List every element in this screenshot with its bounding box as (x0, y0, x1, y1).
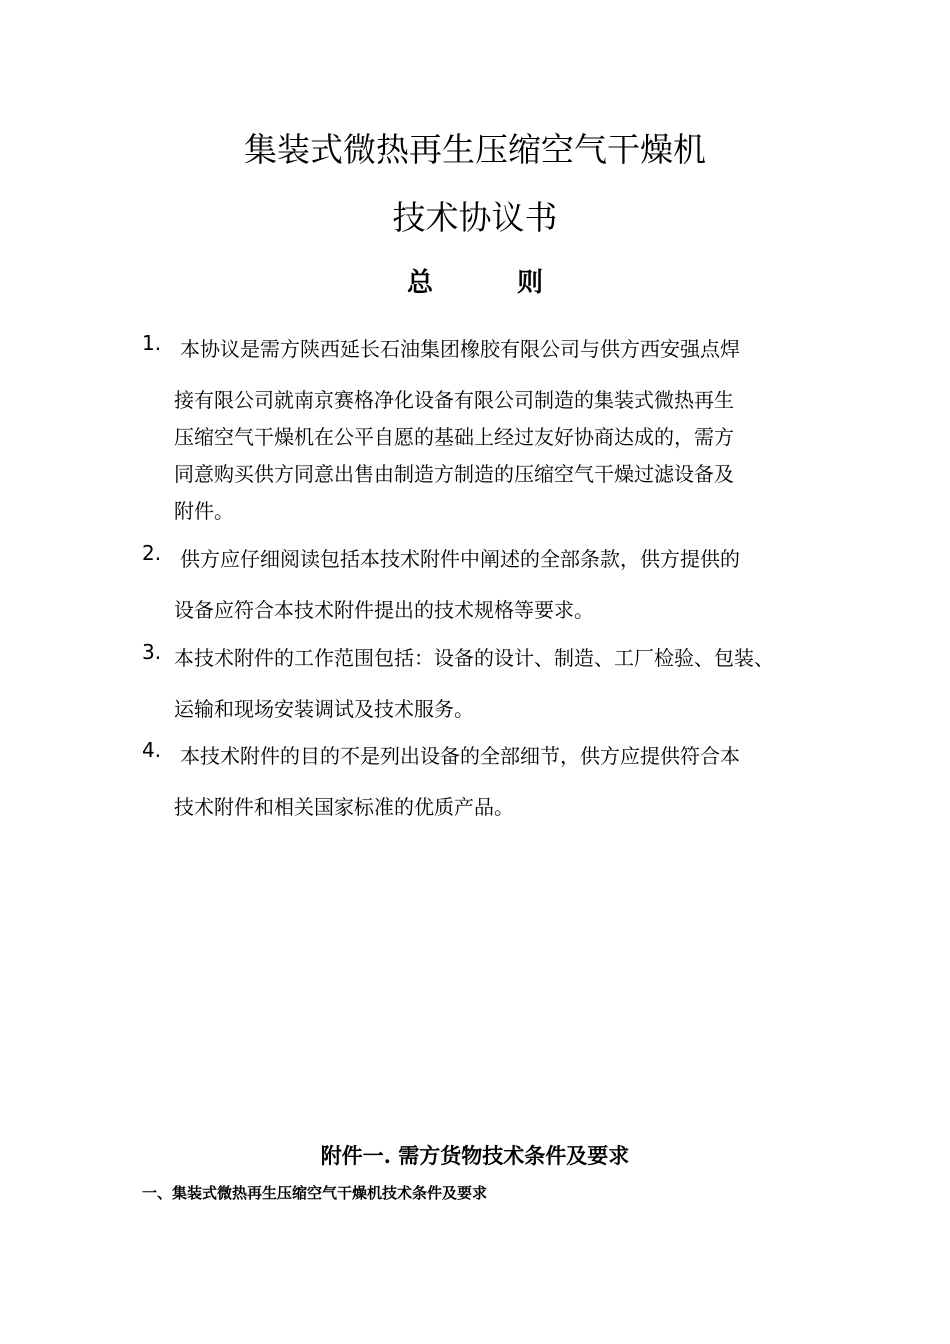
clause-line: 同意购买供方同意出售由制造方制造的压缩空气干燥过滤设备及 (174, 462, 734, 486)
section-heading-left: 总 (406, 268, 433, 298)
annex-subheading: 一、集装式微热再生压缩空气干燥机技术条件及要求 (142, 1184, 488, 1202)
clause-line: 技术附件和相关国家标准的优质产品。 (174, 795, 514, 819)
clause-number: 1. (142, 331, 162, 355)
clause-line: 附件。 (174, 499, 234, 523)
clause-line: 本技术附件的目的不是列出设备的全部细节，供方应提供符合本 (180, 744, 740, 768)
clause-line: 供方应仔细阅读包括本技术附件中阐述的全部条款，供方提供的 (180, 547, 740, 571)
clause-line: 设备应符合本技术附件提出的技术规格等要求。 (174, 598, 594, 622)
document-title: 集装式微热再生压缩空气干燥机 (244, 130, 706, 169)
clause-4 (142, 738, 812, 826)
clause-number: 2. (142, 541, 162, 565)
section-heading-right: 则 (517, 268, 544, 298)
clause-line: 本协议是需方陕西延长石油集团橡胶有限公司与供方西安强点焊 (180, 337, 740, 361)
clause-line: 接有限公司就南京赛格净化设备有限公司制造的集装式微热再生 (174, 388, 734, 412)
clause-line: 运输和现场安装调试及技术服务。 (174, 697, 474, 721)
clause-line: 本技术附件的工作范围包括：设备的设计、制造、工厂检验、包装、 (174, 646, 774, 670)
annex-heading: 附件一. 需方货物技术条件及要求 (320, 1143, 630, 1168)
clause-1 (142, 331, 812, 530)
clause-number: 3. (142, 640, 162, 664)
clause-3 (142, 640, 812, 728)
clause-2 (142, 541, 812, 629)
section-heading-general (0, 266, 950, 300)
document-subtitle: 技术协议书 (392, 198, 558, 237)
clause-number: 4. (142, 738, 162, 762)
clause-line: 压缩空气干燥机在公平自愿的基础上经过友好协商达成的，需方 (174, 425, 734, 449)
